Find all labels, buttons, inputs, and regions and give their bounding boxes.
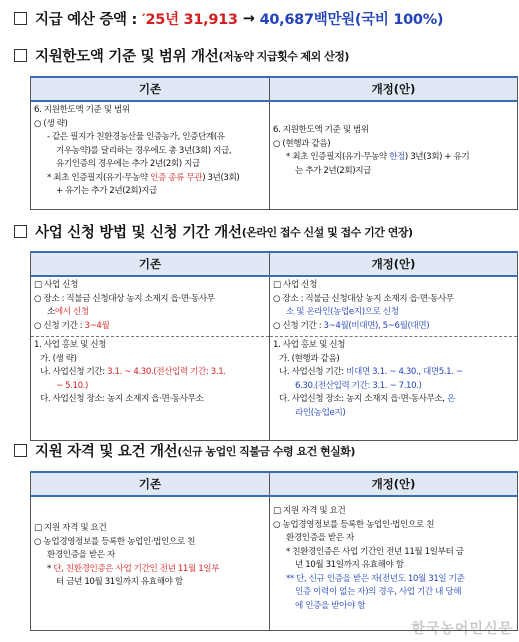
divider — [270, 336, 517, 337]
cell-after: 6. 지원한도액 기준 및 범위 ○ (현행과 같음) * 최초 인증필지(유기·무농약 한정) 3년(3회) + 유기 는 추가 2년(2회)지급 — [270, 101, 518, 209]
budget-to: 40,687백만원(국비 100%) — [259, 12, 444, 28]
budget-label: 지급 예산 증액 : — [35, 12, 137, 28]
column-header-after: 개정(안) — [270, 77, 518, 101]
column-header-after: 개정(안) — [270, 252, 518, 276]
section-title — [14, 440, 511, 461]
column-header-after: 개정(안) — [270, 472, 518, 496]
section-note: (온라인 접수 신설 및 접수 기간 연장) — [241, 225, 413, 239]
budget-line — [14, 8, 511, 29]
cell-before: □ 지원 자격 및 요건 ○ 농업경영정보를 등록한 농업인·법인으로 친 환경인증을 받은 자 * 단, 친환경인증은 사업 기간인 전년 11월 1일부 터 금년 10월 31일까지 유효해야 함 — [31, 496, 270, 630]
checkbox-icon — [14, 444, 27, 457]
section-note: (신규 농업인 직불금 수령 요건 현실화) — [177, 444, 355, 458]
section-heading: 사업 신청 방법 및 신청 기간 개선 — [35, 225, 242, 241]
arrow-icon: → — [242, 10, 255, 27]
checkbox-icon — [14, 12, 27, 25]
cell-after: □ 지원 자격 및 요건 ○ 농업경영정보를 등록한 농업인·법인으로 친 환경인증을 받은 자 * 친환경인증은 사업 기간인 전년 11월 1일부터 금 년 10월 31일까지 유효해야 함 ** 단, 신규 인증을 받은 자(전년도 10월 31일 기준 인증 이력이 없는 자)의 경우, 사업 기간 내 당해 에 인증을 받아야 함 — [270, 496, 518, 630]
watermark: 한국농어민신문 — [411, 621, 513, 637]
cell-before: □ 사업 신청 ○ 장소 : 직불금 신청대상 농지 소재지 읍·면·동사무 소에서 신청 ○ 신청 기간 : 3~4월 1. 사업 홍보 및 신청 가. (생 략) 나. 사업신청 기간: 3.1. ~ 4.30.(전산입력 기간: 3.1. ~ 5.10.) 다. 사업신청 장소: 농지 소재지 읍·면·동사무소 — [31, 276, 270, 440]
section-heading: 지원한도액 기준 및 범위 개선 — [35, 49, 219, 65]
budget-from: ′25년 31,913 — [142, 12, 238, 28]
cell-before: 6. 지원한도액 기준 및 범위 ○ (생 략) - 같은 필지가 친환경농산물 인증농가, 인증단계(유 기우농약)를 달리하는 경우에도 총 3년(3회) 지급, 유기인증의 경우에는 추가 2년(2회) 지급 * 최초 인증필지(유기·무농약 인증 종류 무관) 3년(3회) + 유기는 추가 2년(2회)지급 — [31, 101, 270, 209]
column-header-before: 기존 — [31, 472, 270, 496]
column-header-before: 기존 — [31, 252, 270, 276]
checkbox-icon — [14, 225, 27, 238]
cell-after: □ 사업 신청 ○ 장소 : 직불금 신청대상 농지 소재지 읍·면·동사무 소 및 온라인(농업e지)으로 신청 ○ 신청 기간 : 3~4월(비대면), 5~6월(대면) 1. 사업 홍보 및 신청 가. (현행과 같음) 나. 사업신청 기간: 비대면 3.1. ~ 4.30., 대면5.1. ~ 6.30.(전산입력 기간: 3.1. ~ 7.10.) 다. 사업신청 장소: 농지 소재지 읍·면·동사무소, 온 라인(농업e지) — [270, 276, 518, 440]
checkbox-icon — [14, 49, 27, 62]
column-header-before: 기존 — [31, 77, 270, 101]
comparison-table-2 — [30, 251, 518, 441]
section-heading: 지원 자격 및 요건 개선 — [35, 444, 178, 460]
divider — [31, 336, 269, 337]
section-title — [14, 45, 511, 66]
section-note: (저농약 지급횟수 제외 산정) — [218, 49, 349, 63]
section-title — [14, 221, 511, 242]
comparison-table-3 — [30, 471, 518, 631]
comparison-table-1 — [30, 76, 518, 210]
